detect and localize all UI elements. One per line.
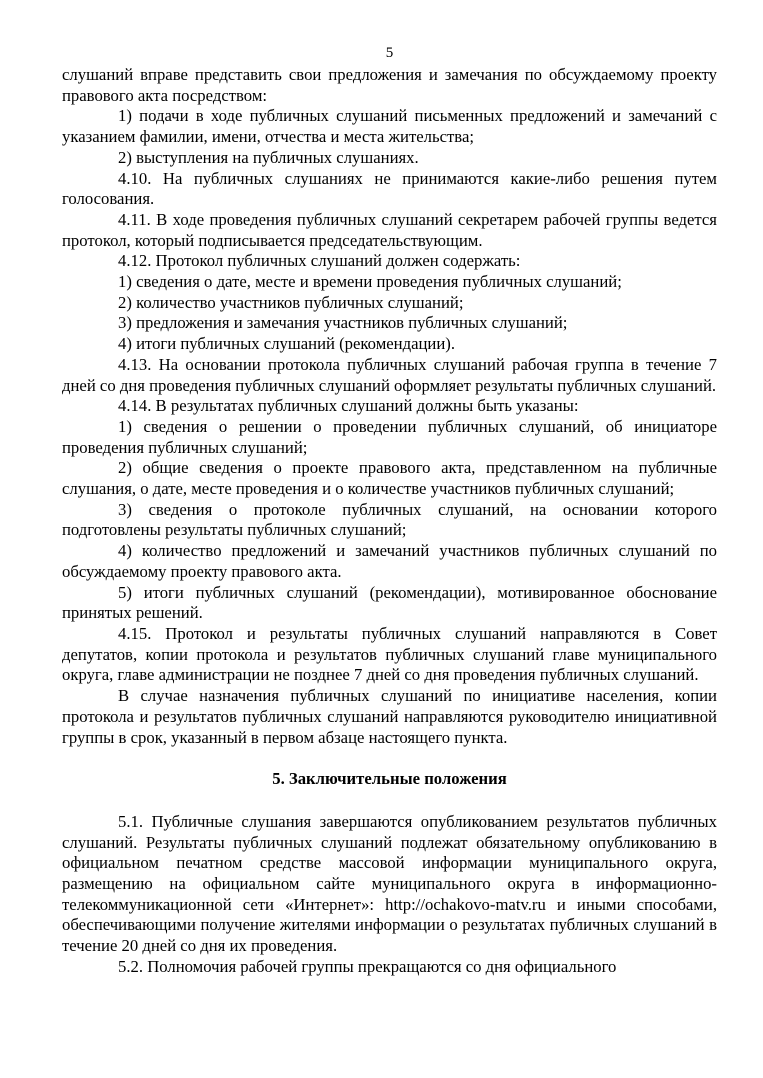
paragraph-clause-4-15: 4.15. Протокол и результаты публичных слушаний направляются в Совет депутатов, копии протокола и результатов публичных слушаний главе муниципального округа, главе администрации не позднее 7 дней со дня проведения публичных слушаний. xyxy=(62,623,717,685)
paragraph-clause-5-2: 5.2. Полномочия рабочей группы прекращаются со дня официального xyxy=(118,956,617,976)
paragraph-clause-5-1: 5.1. Публичные слушания завершаются опубликованием результатов публичных слушаний. Результаты публичных слушаний подлежат обязательному опубликованию в официальном печатном средстве массовой информации муниципального округа, размещению на официальном сайте муниципального округа в информационно-телекоммуникационной сети «Интернет»: http://ochakovo-matv.ru и иными способами, обеспечивающими получение жителями информации о результатах публичных слушаний в течение 20 дней со дня их проведения. xyxy=(62,811,717,956)
paragraph-initiative: В случае назначения публичных слушаний по инициативе населения, копии протокола и результатов публичных слушаний направляются руководителю инициативной группы в срок, указанный в первом абзаце настоящего пункта. xyxy=(62,686,717,747)
paragraph-item: 3) предложения и замечания участников публичных слушаний; xyxy=(118,313,568,333)
paragraph-continuation: слушаний вправе представить свои предложения и замечания по обсуждаемому проекту правового акта посредством: xyxy=(62,65,717,105)
paragraph-item: 2) общие сведения о проекте правового акта, представленном на публичные слушания, о дате, месте проведения и о количестве участников публичных слушаний; xyxy=(62,458,717,499)
paragraph-item: 1) сведения о дате, месте и времени проведения публичных слушаний; xyxy=(118,272,622,292)
paragraph-clause-4-12: 4.12. Протокол публичных слушаний должен содержать: xyxy=(118,251,521,271)
paragraph-item: 4) итоги публичных слушаний (рекомендации). xyxy=(118,334,456,354)
page-number: 5 xyxy=(385,45,394,61)
paragraph-item: 3) сведения о протоколе публичных слушаний, на основании которого подготовлены результаты публичных слушаний; xyxy=(62,499,717,540)
paragraph-item: 1) подачи в ходе публичных слушаний письменных предложений и замечаний с указанием фамилии, имени, отчества и места жительства; xyxy=(62,106,717,147)
paragraph-clause-4-13: 4.13. На основании протокола публичных слушаний рабочая группа в течение 7 дней со дня проведения публичных слушаний оформляет результаты публичных слушаний. xyxy=(62,354,717,395)
paragraph-item: 2) выступления на публичных слушаниях. xyxy=(118,147,419,167)
paragraph-item: 1) сведения о решении о проведении публичных слушаний, об инициаторе проведения публичных слушаний; xyxy=(62,416,717,457)
paragraph-item: 4) количество предложений и замечаний участников публичных слушаний по обсуждаемому проекту правового акта. xyxy=(62,541,717,581)
paragraph-clause-4-10: 4.10. На публичных слушаниях не принимаются какие-либо решения путем голосования. xyxy=(62,168,717,209)
paragraph-clause-4-14: 4.14. В результатах публичных слушаний должны быть указаны: xyxy=(118,396,579,416)
paragraph-clause-4-11: 4.11. В ходе проведения публичных слушаний секретарем рабочей группы ведется протокол, который подписывается председательствующим. xyxy=(62,209,717,250)
paragraph-item: 5) итоги публичных слушаний (рекомендации), мотивированное обоснование принятых решений. xyxy=(62,582,717,623)
section-heading: 5. Заключительные положения xyxy=(272,769,507,789)
document-page xyxy=(62,44,717,978)
paragraph-item: 2) количество участников публичных слушаний; xyxy=(118,292,464,312)
